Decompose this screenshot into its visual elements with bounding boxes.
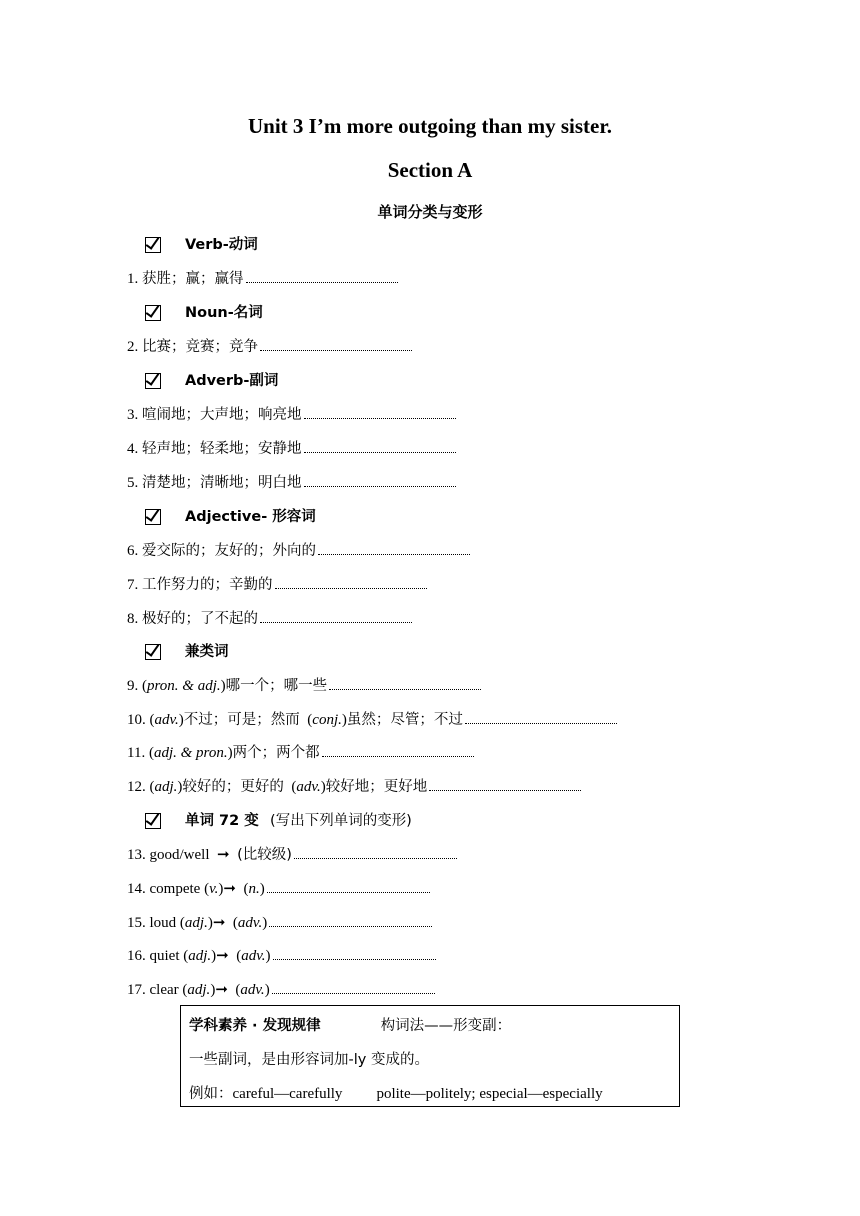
- answer-blank[interactable]: [294, 844, 457, 859]
- checkbox-icon: [145, 373, 161, 389]
- answer-blank[interactable]: [260, 336, 412, 351]
- section-title: Section A: [387, 158, 473, 182]
- checkbox-icon: [145, 509, 161, 525]
- list-item: 6. 爱交际的；友好的；外向的: [127, 539, 470, 563]
- category-word-forms: 单词 72 变 (写出下列单词的变形): [145, 809, 412, 833]
- checkbox-icon: [145, 813, 161, 829]
- answer-blank[interactable]: [322, 742, 474, 757]
- category-noun: Noun-名词: [145, 301, 263, 325]
- box-rule: 构词法——形变副：: [380, 1018, 512, 1034]
- list-item: 14. compete (v.)➞ (n.): [127, 877, 430, 901]
- box-heading-row: [189, 1014, 511, 1035]
- answer-blank[interactable]: [429, 776, 581, 791]
- unit-title: Unit 3 I’m more outgoing than my sister.: [247, 114, 612, 138]
- list-item: 9. (pron. & adj.)哪一个；哪一些: [127, 674, 481, 698]
- category-adjective: Adjective- 形容词: [145, 505, 316, 529]
- answer-blank[interactable]: [304, 404, 456, 419]
- arrow-right-icon: ➞: [216, 948, 229, 964]
- answer-blank[interactable]: [269, 912, 432, 927]
- list-item: 2. 比赛；竞赛；竞争: [127, 335, 412, 359]
- answer-blank[interactable]: [273, 945, 436, 960]
- list-item: 8. 极好的；了不起的: [127, 607, 412, 631]
- list-item: 10. (adv.)不过；可是；然而 (conj.)虽然；尽管；不过: [127, 708, 617, 732]
- arrow-right-icon: ➞: [212, 915, 226, 931]
- subtitle: 单词分类与变形: [377, 203, 483, 221]
- list-item: 7. 工作努力的；辛勤的: [127, 573, 427, 597]
- box-desc: 一些副词，是由形容词加-ly 变成的。: [189, 1052, 429, 1068]
- arrow-right-icon: ➞: [223, 881, 236, 897]
- checkbox-icon: [145, 237, 161, 253]
- answer-blank[interactable]: [329, 675, 481, 690]
- list-item: 1. 获胜；赢；赢得: [127, 267, 398, 291]
- list-item: 16. quiet (adj.)➞ (adv.): [127, 944, 436, 968]
- answer-blank[interactable]: [267, 878, 430, 893]
- answer-blank[interactable]: [272, 979, 435, 994]
- category-multi: 兼类词: [145, 640, 229, 664]
- box-example: 例如：careful—carefully polite—politely; especial—especially: [189, 1086, 603, 1102]
- arrow-right-icon: ➞: [215, 982, 228, 998]
- answer-blank[interactable]: [304, 472, 456, 487]
- category-adverb: Adverb-副词: [145, 369, 278, 393]
- list-item: 13. good/well ➞ (比较级): [127, 843, 457, 867]
- arrow-right-icon: ➞: [217, 847, 230, 863]
- list-item: 12. (adj.)较好的；更好的 (adv.)较好地；更好地: [127, 775, 581, 799]
- list-item: 15. loud (adj.)➞ (adv.): [127, 911, 432, 935]
- checkbox-icon: [145, 644, 161, 660]
- answer-blank[interactable]: [246, 268, 398, 283]
- checkbox-icon: [145, 305, 161, 321]
- list-item: 3. 喧闹地；大声地；响亮地: [127, 403, 456, 427]
- box-heading: 学科素养 · 发现规律: [189, 1018, 321, 1034]
- category-verb: Verb-动词: [145, 233, 258, 257]
- answer-blank[interactable]: [304, 438, 456, 453]
- answer-blank[interactable]: [275, 574, 427, 589]
- answer-blank[interactable]: [318, 540, 470, 555]
- list-item: 5. 清楚地；清晰地；明白地: [127, 471, 456, 495]
- answer-blank[interactable]: [260, 608, 412, 623]
- knowledge-box: [180, 1005, 680, 1107]
- answer-blank[interactable]: [465, 709, 617, 724]
- list-item: 4. 轻声地；轻柔地；安静地: [127, 437, 456, 461]
- list-item: 11. (adj. & pron.)两个；两个都: [127, 741, 474, 765]
- list-item: 17. clear (adj.)➞ (adv.): [127, 978, 435, 1002]
